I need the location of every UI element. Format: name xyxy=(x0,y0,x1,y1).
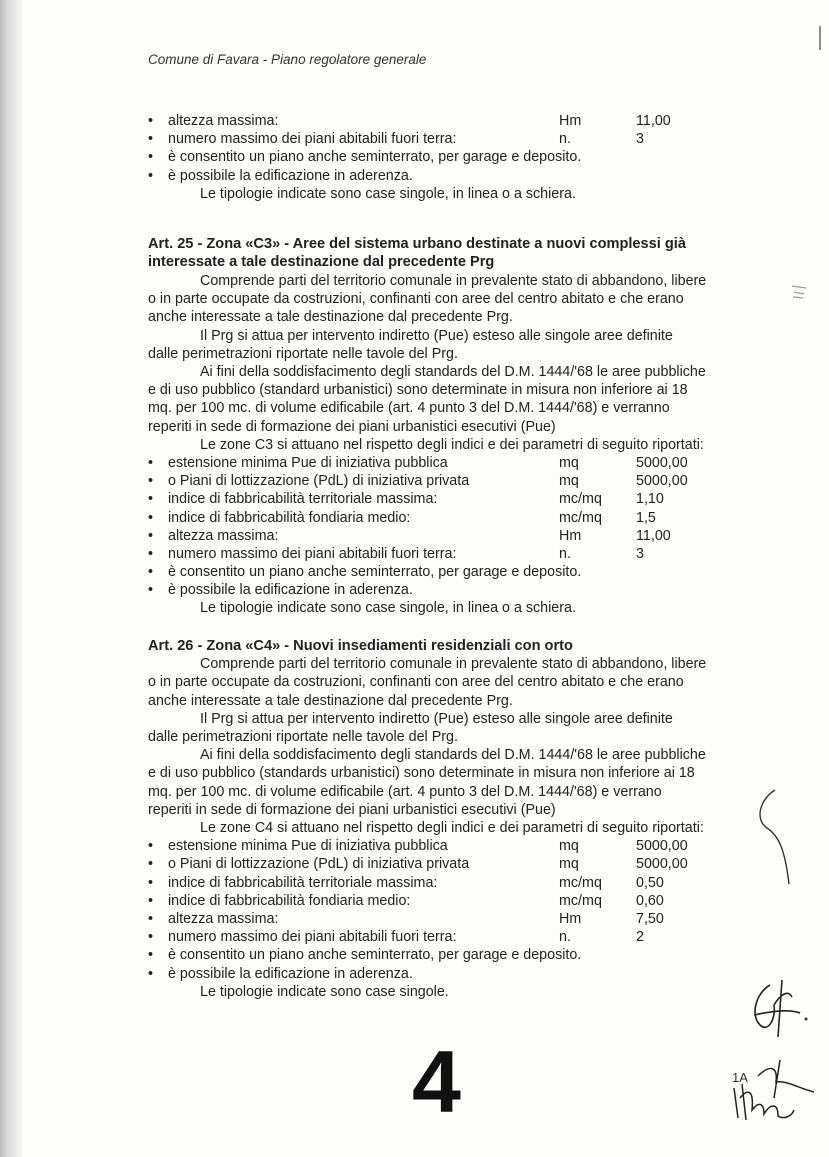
list-item-value: 5000,00 xyxy=(636,454,688,471)
list-item-unit: mq xyxy=(559,856,579,873)
list-item-value: 3 xyxy=(636,545,644,562)
list-item xyxy=(148,563,738,581)
list-item-text: o Piani di lottizzazione (PdL) di iniziativa privata xyxy=(168,856,470,873)
art25-typology-note: Le tipologie indicate sono case singole, in linea o a schiera. xyxy=(200,600,576,617)
list-item xyxy=(148,581,738,599)
list-item xyxy=(148,112,738,130)
list-item-value: 5000,00 xyxy=(636,838,688,855)
list-item xyxy=(148,837,738,855)
art25-heading xyxy=(148,235,738,272)
list-item-text: numero massimo dei piani abitabili fuori terra: xyxy=(168,545,457,562)
list-item xyxy=(148,892,738,910)
list-item-value: 5000,00 xyxy=(636,856,688,873)
list-item-unit: n. xyxy=(559,131,571,148)
text-line: e di uso pubblico (standards urbanistici) sono determinate in misura non inferiore ai 18 xyxy=(148,765,695,782)
handwritten-signature-1 xyxy=(742,975,812,1045)
bullet-icon: • xyxy=(148,131,154,148)
bullet-icon: • xyxy=(148,509,154,526)
list-item-text: altezza massima: xyxy=(168,910,279,927)
list-item-unit: n. xyxy=(559,545,571,562)
list-item-text: è consentito un piano anche seminterrato, per garage e deposito. xyxy=(168,947,582,964)
list-item-unit: mq xyxy=(559,838,579,855)
page-number: 4 xyxy=(412,1032,461,1131)
page-content xyxy=(148,112,738,1001)
list-item xyxy=(148,910,738,928)
list-item-value: 2 xyxy=(636,929,644,946)
list-item-text: estensione minima Pue di iniziativa pubblica xyxy=(168,838,448,855)
text-line: reperiti in sede di formazione dei piani urbanistici esecutivi (Pue) xyxy=(148,801,556,818)
text-line: anche interessate a tale destinazione dal precedente Prg. xyxy=(148,309,513,326)
list-item-text: è possibile la edificazione in aderenza. xyxy=(168,582,413,599)
svg-text:1A: 1A xyxy=(732,1070,748,1085)
list-item-unit: mc/mq xyxy=(559,491,602,508)
list-item xyxy=(148,472,738,490)
list-item-text: numero massimo dei piani abitabili fuori terra: xyxy=(168,131,457,148)
art26-paragraph-1 xyxy=(148,655,738,710)
list-item xyxy=(148,946,738,964)
art25-paragraph-1 xyxy=(148,272,738,327)
bullet-icon: • xyxy=(148,491,154,508)
bullet-icon: • xyxy=(148,454,154,471)
text-line: Comprende parti del territorio comunale in prevalente stato di abbandono, libere xyxy=(200,272,707,289)
list-item-value: 1,10 xyxy=(636,491,664,508)
text-line: e di uso pubblico (standard urbanistici) sono determinate in misura non inferiore ai 18 xyxy=(148,382,688,399)
list-item-text: indice di fabbricabilità fondiaria medio: xyxy=(168,892,411,909)
scan-edge-mark xyxy=(816,24,824,52)
art25-paragraph-4: Le zone C3 si attuano nel rispetto degli indici e dei parametri di seguito riportati: xyxy=(200,436,704,453)
text-line: Ai fini della soddisfacimento degli standards del D.M. 1444/'68 le aree pubbliche xyxy=(200,747,706,764)
list-item xyxy=(148,167,738,185)
list-item-value: 11,00 xyxy=(636,527,671,544)
text-line: o in parte occupate da costruzioni, confinanti con aree del centro abitato e che erano xyxy=(148,674,684,691)
bullet-icon: • xyxy=(148,564,154,581)
bullet-icon: • xyxy=(148,856,154,873)
text-line: dalle perimetrazioni riportate nelle tavole del Prg. xyxy=(148,345,458,362)
list-item-text: indice di fabbricabilità territoriale massima: xyxy=(168,874,438,891)
list-item-unit: Hm xyxy=(559,113,582,129)
list-item-value: 1,5 xyxy=(636,509,656,526)
text-line: mq. per 100 mc. di volume edificabile (art. 4 punto 3 del D.M. 1444/'68) e verrano xyxy=(148,783,662,800)
art25-paragraph-2 xyxy=(148,327,738,363)
art26-parameter-list xyxy=(148,837,738,983)
text-line: Ai fini della soddisfacimento degli standards del D.M. 1444/'68 le aree pubbliche xyxy=(200,363,706,380)
text-line: Il Prg si attua per intervento indiretto (Pue) esteso alle singole aree definite xyxy=(200,327,673,344)
list-item-value: 0,50 xyxy=(636,874,664,891)
art26-paragraph-4: Le zone C4 si attuano nel rispetto degli indici e dei parametri di seguito riportati: xyxy=(200,820,704,837)
bullet-icon: • xyxy=(148,545,154,562)
bullet-icon: • xyxy=(148,965,154,982)
text-line: Comprende parti del territorio comunale in prevalente stato di abbandono, libere xyxy=(200,656,707,673)
list-item xyxy=(148,965,738,983)
art25-title-line2: interessate a tale destinazione dal precedente Prg xyxy=(148,254,495,271)
list-item xyxy=(148,874,738,892)
top-parameter-list xyxy=(148,112,738,185)
text-line: mq. per 100 mc. di volume edificabile (art. 4 punto 3 del D.M. 1444/'68) e verranno xyxy=(148,400,670,417)
bullet-icon: • xyxy=(148,167,154,184)
list-item-unit: mc/mq xyxy=(559,874,602,891)
text-line: anche interessate a tale destinazione dal precedente Prg. xyxy=(148,692,513,709)
list-item xyxy=(148,490,738,508)
list-item-unit: mq xyxy=(559,454,579,471)
list-item-text: o Piani di lottizzazione (PdL) di iniziativa privata xyxy=(168,473,470,490)
bullet-icon: • xyxy=(148,149,154,166)
list-item xyxy=(148,545,738,563)
list-item xyxy=(148,527,738,545)
page-header: Comune di Favara - Piano regolatore generale xyxy=(148,52,427,67)
list-item xyxy=(148,130,738,148)
list-item-value: 11,00 xyxy=(636,113,671,129)
list-item-value: 3 xyxy=(636,131,644,148)
list-item-unit: mq xyxy=(559,473,579,490)
list-item xyxy=(148,855,738,873)
list-item-text: altezza massima: xyxy=(168,113,279,129)
list-item-text: indice di fabbricabilità fondiaria medio: xyxy=(168,509,411,526)
list-item-text: indice di fabbricabilità territoriale massima: xyxy=(168,491,438,508)
art26-heading xyxy=(148,637,738,656)
list-item-value: 5000,00 xyxy=(636,473,688,490)
handwritten-signature-2 xyxy=(728,1058,820,1128)
list-item-text: è possibile la edificazione in aderenza. xyxy=(168,965,413,982)
list-item-value: 7,50 xyxy=(636,910,664,927)
text-line: reperiti in sede di formazione dei piani urbanistici esecutivi (Pue) xyxy=(148,418,556,435)
art26-typology-note: Le tipologie indicate sono case singole. xyxy=(200,983,449,1000)
list-item-unit: mc/mq xyxy=(559,509,602,526)
list-item-text: è consentito un piano anche seminterrato, per garage e deposito. xyxy=(168,564,582,581)
list-item-value: 0,60 xyxy=(636,892,664,909)
list-item-unit: Hm xyxy=(559,910,582,927)
scan-binding-edge xyxy=(0,0,22,1157)
art26-paragraph-2 xyxy=(148,710,738,746)
list-item-text: numero massimo dei piani abitabili fuori terra: xyxy=(168,929,457,946)
bullet-icon: • xyxy=(148,527,154,544)
list-item-text: è consentito un piano anche seminterrato, per garage e deposito. xyxy=(168,149,582,166)
list-item-unit: mc/mq xyxy=(559,892,602,909)
bullet-icon: • xyxy=(148,113,154,129)
art26-paragraph-3 xyxy=(148,746,738,819)
art25-paragraph-3 xyxy=(148,363,738,436)
art26-title-line1: Art. 26 - Zona «C4» - Nuovi insediamenti residenziali con orto xyxy=(148,637,573,654)
text-line: dalle perimetrazioni riportate nelle tavole del Prg. xyxy=(148,729,458,745)
list-item-text: altezza massima: xyxy=(168,527,279,544)
list-item xyxy=(148,928,738,946)
bullet-icon: • xyxy=(148,874,154,891)
text-line: Il Prg si attua per intervento indiretto (Pue) esteso alle singole aree definite xyxy=(200,710,673,727)
list-item-text: è possibile la edificazione in aderenza. xyxy=(168,167,413,184)
bullet-icon: • xyxy=(148,947,154,964)
bullet-icon: • xyxy=(148,838,154,855)
list-item-unit: Hm xyxy=(559,527,582,544)
art25-title-line1: Art. 25 - Zona «C3» - Aree del sistema urbano destinate a nuovi complessi già xyxy=(148,235,686,252)
text-line: o in parte occupate da costruzioni, confinanti con aree del centro abitato e che erano xyxy=(148,291,684,308)
bullet-icon: • xyxy=(148,892,154,909)
list-item xyxy=(148,454,738,472)
bullet-icon: • xyxy=(148,473,154,490)
bullet-icon: • xyxy=(148,582,154,599)
list-item-text: estensione minima Pue di iniziativa pubblica xyxy=(168,454,448,471)
handwritten-bracket-mark xyxy=(745,780,805,890)
art25-parameter-list xyxy=(148,454,738,600)
top-typology-note: Le tipologie indicate sono case singole, in linea o a schiera. xyxy=(200,185,576,202)
list-item xyxy=(148,509,738,527)
scan-smudge xyxy=(788,280,810,302)
bullet-icon: • xyxy=(148,929,154,946)
list-item xyxy=(148,148,738,166)
list-item-unit: n. xyxy=(559,929,571,946)
bullet-icon: • xyxy=(148,910,154,927)
